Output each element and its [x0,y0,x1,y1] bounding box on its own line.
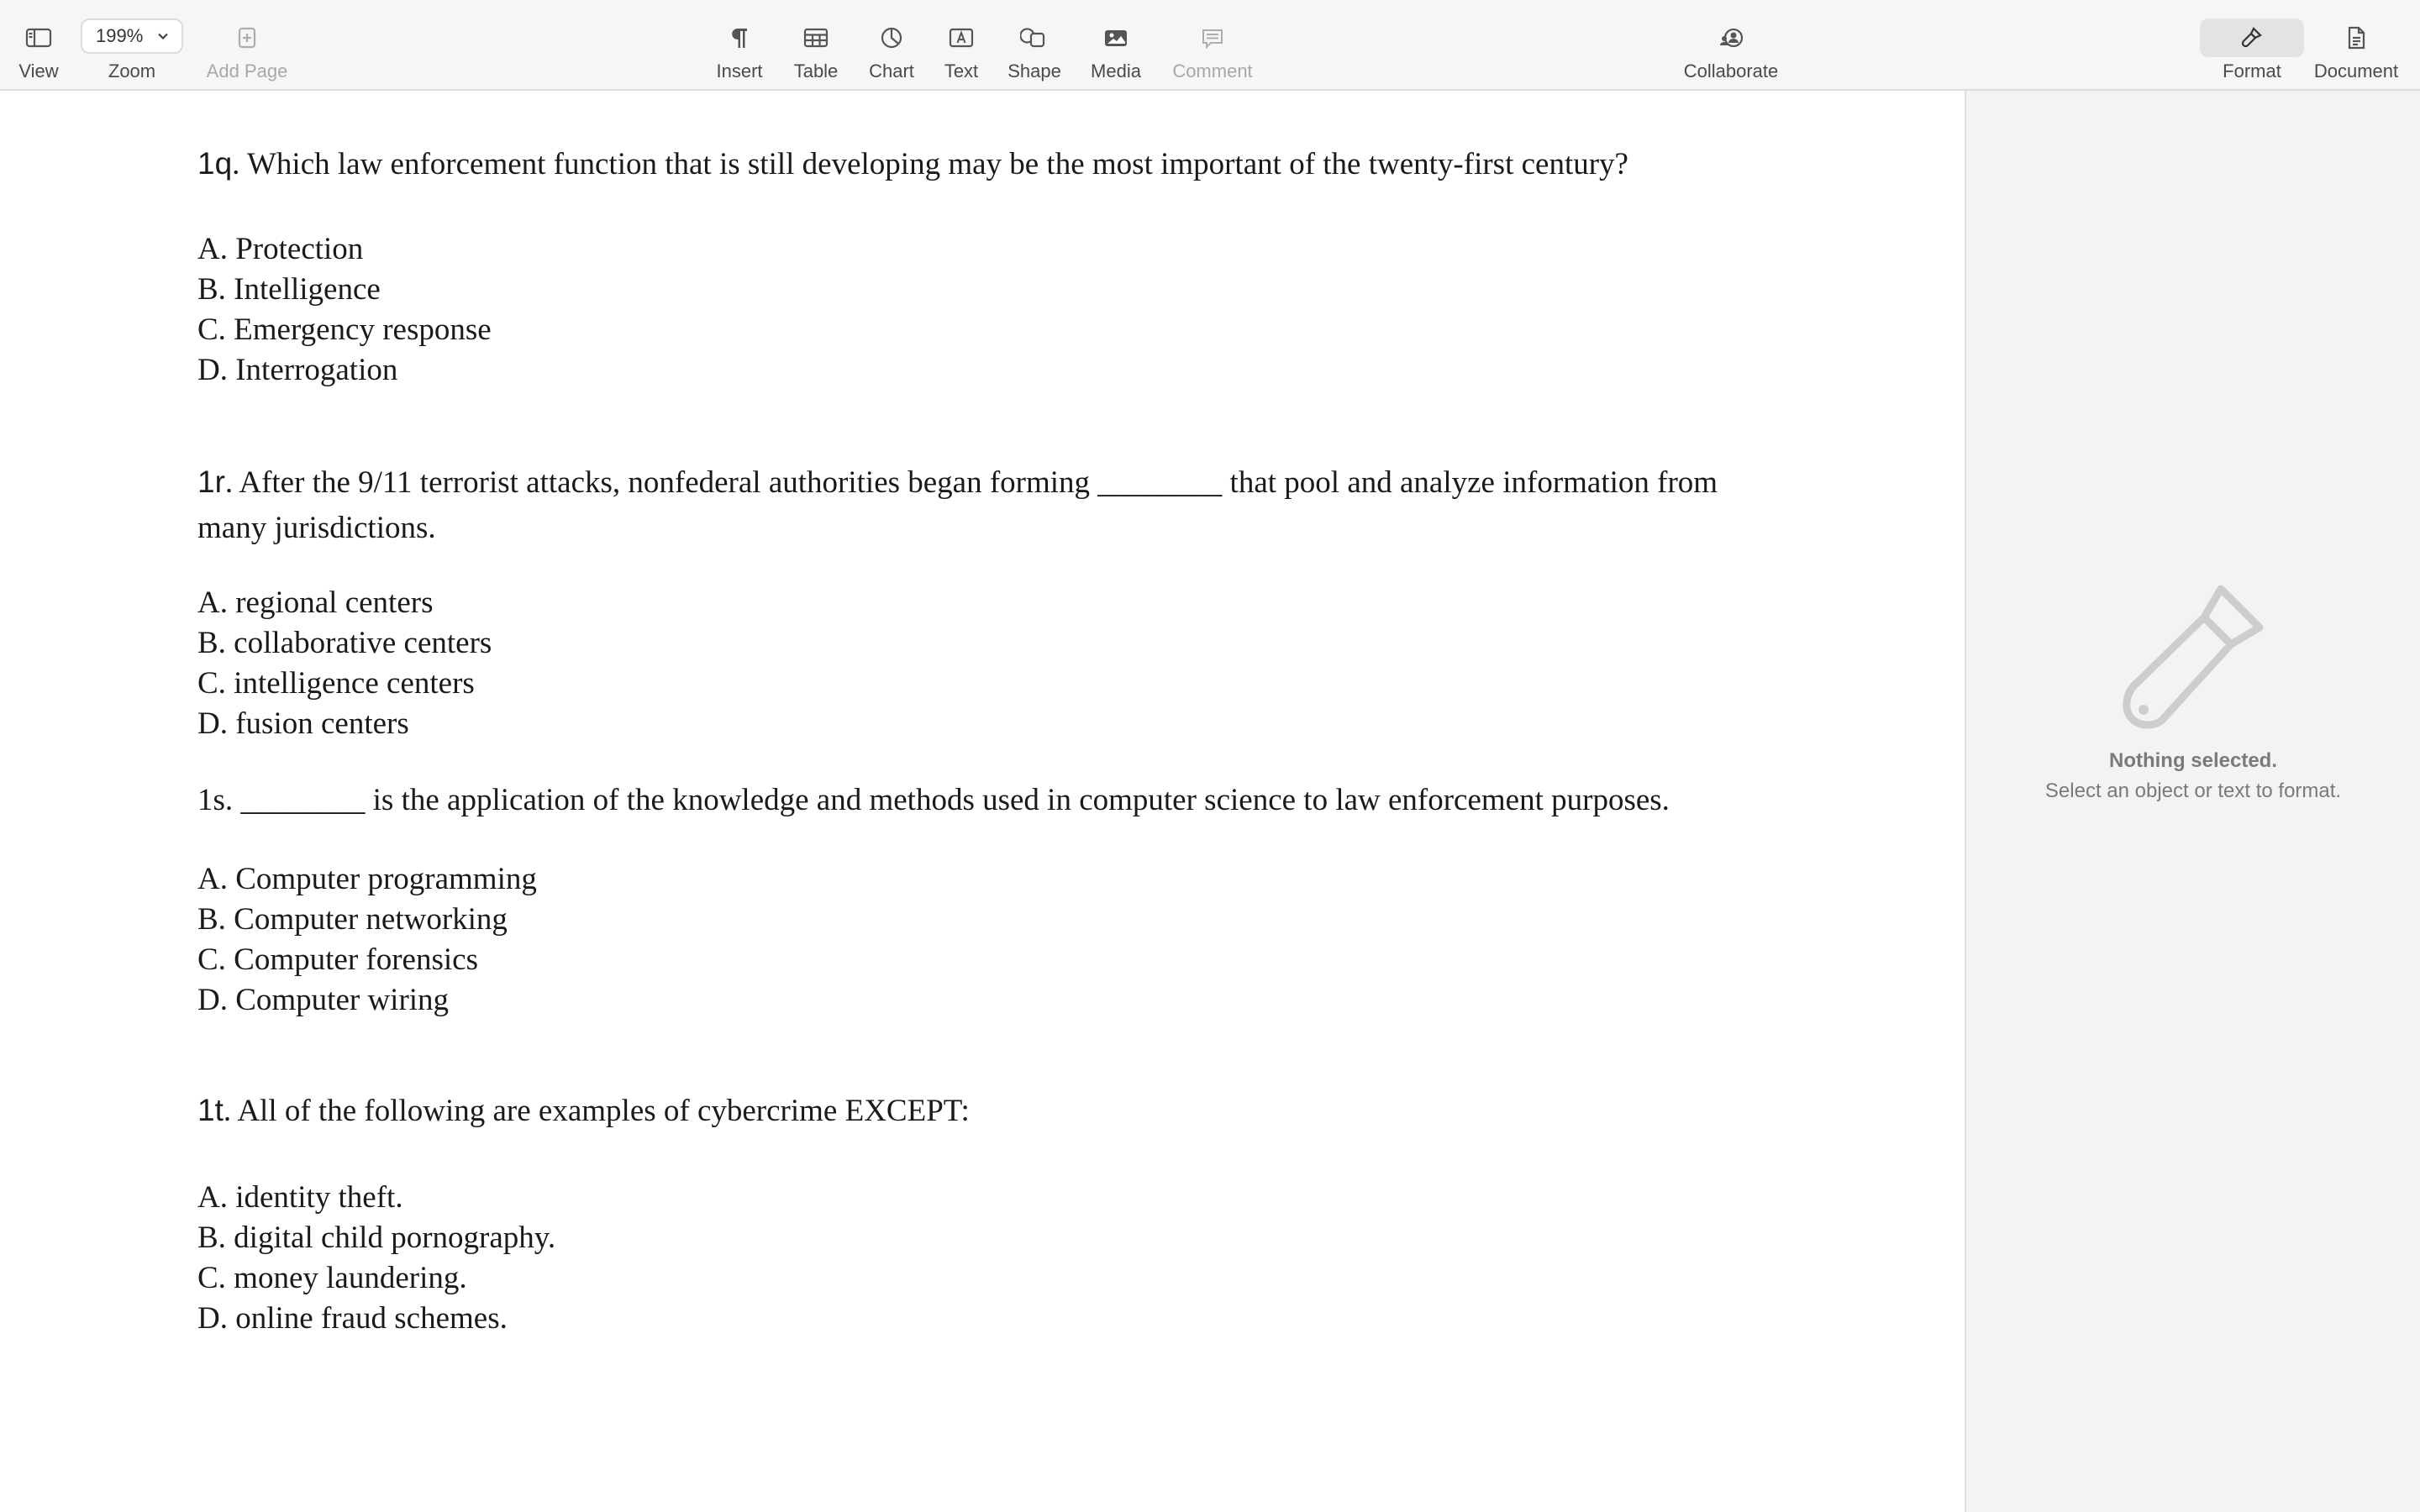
collaborate-icon [1717,18,1745,57]
format-button[interactable] [2200,0,2304,89]
chart-label: Chart [869,60,914,81]
comment-label: Comment [1172,60,1253,81]
answer-option[interactable]: B. Intelligence [197,272,381,307]
answer-option[interactable]: A. Protection [197,232,364,266]
document-icon [2342,18,2370,57]
toolbar [0,0,2420,91]
question-block [197,459,1777,744]
answer-option[interactable]: C. money laundering. [197,1261,467,1295]
answer-options [197,583,1777,744]
answer-option[interactable]: D. fusion centers [197,706,409,741]
collaborate-label: Collaborate [1683,60,1779,81]
answer-option[interactable]: C. Computer forensics [197,942,478,977]
collaborate-button[interactable] [1681,0,1781,89]
add-page-button[interactable] [203,0,291,89]
table-button[interactable] [790,0,842,89]
question-block [197,781,1777,1021]
question-block [197,141,1777,391]
shape-label: Shape [1007,60,1061,81]
text-box-icon [947,18,976,57]
answer-option[interactable]: C. Emergency response [197,312,492,347]
question-body: . Which law enforcement function that is still developing may be the most important of the twenty-first century? [232,147,1628,181]
comment-icon [1198,18,1227,57]
format-label: Format [2223,60,2281,81]
add-page-label: Add Page [206,60,288,81]
answer-option[interactable]: A. regional centers [197,585,434,620]
question-text[interactable] [197,459,1777,551]
chart-button[interactable] [865,0,918,89]
answer-option[interactable]: A. Computer programming [197,862,537,896]
sidebar-toggle-icon [24,18,53,57]
insert-label: Insert [716,60,763,81]
media-button[interactable] [1086,0,1146,89]
zoom-label: Zoom [108,60,156,81]
question-block [197,1088,1777,1339]
nothing-selected-title: Nothing selected. [2108,749,2278,772]
add-page-icon [233,18,261,57]
chart-icon [877,18,906,57]
question-body: . After the 9/11 terrorist attacks, nonfederal authorities began forming ________ that pool and analyze information from many jurisdictions. [197,465,1718,545]
answer-options [197,229,1777,391]
answer-option[interactable]: D. Interrogation [197,353,398,387]
nothing-selected-subtitle: Select an object or text to format. [2044,780,2342,802]
paragraph-icon [725,18,754,57]
question-body: . All of the following are examples of cybercrime EXCEPT: [223,1094,970,1128]
answer-options [197,859,1777,1021]
document-label: Document [2313,60,2399,81]
photo-icon [1102,18,1130,57]
question-number: 1r [197,465,225,499]
zoom-control[interactable] [81,0,183,89]
question-number: 1q [197,146,233,181]
question-text[interactable] [197,141,1777,187]
chevron-down-icon [156,29,170,43]
document-button[interactable] [2309,0,2403,89]
view-label: View [18,60,59,81]
shape-button[interactable] [1005,0,1064,89]
text-button[interactable] [938,0,985,89]
comment-button[interactable] [1168,0,1257,89]
answer-option[interactable]: B. digital child pornography. [197,1221,556,1255]
document-canvas[interactable] [0,91,1965,1512]
text-label: Text [944,60,979,81]
zoom-select[interactable] [81,18,183,54]
insert-button[interactable] [711,0,768,89]
question-number: 1t [197,1093,224,1127]
table-icon [802,18,830,57]
table-label: Table [793,60,839,81]
question-number: 1s. [197,783,234,817]
question-text[interactable] [197,781,1777,819]
format-sidebar [1965,91,2420,1512]
answer-option[interactable]: D. Computer wiring [197,983,450,1017]
shape-icon [1020,18,1049,57]
document-page[interactable] [197,141,1777,1339]
answer-option[interactable]: C. intelligence centers [197,666,475,701]
paintbrush-icon [2238,18,2266,57]
answer-option[interactable]: D. online fraud schemes. [197,1301,508,1336]
zoom-value: 199% [96,25,144,46]
answer-option[interactable]: B. collaborative centers [197,626,492,660]
media-label: Media [1091,60,1141,81]
view-button[interactable] [12,0,66,89]
answer-options [197,1178,1777,1339]
question-body: ________ is the application of the knowledge and methods used in computer science to law enforcement purposes. [233,783,1670,817]
answer-option[interactable]: A. identity theft. [197,1180,403,1215]
answer-option[interactable]: B. Computer networking [197,902,508,937]
paintbrush-icon [2122,584,2265,735]
question-text[interactable] [197,1088,1777,1134]
